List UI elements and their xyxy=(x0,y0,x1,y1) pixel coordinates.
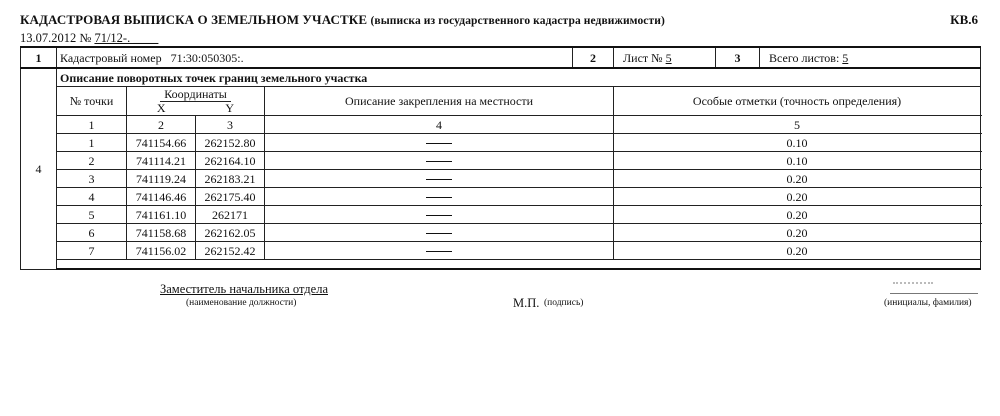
form-code: КВ.6 xyxy=(950,12,978,27)
document-title-text: КАДАСТРОВАЯ ВЫПИСКА О ЗЕМЕЛЬНОМ УЧАСТКЕ xyxy=(20,12,368,27)
sheet-number-cell xyxy=(614,47,716,68)
column-number: 4 xyxy=(265,116,614,134)
dash-mark xyxy=(426,215,452,216)
accuracy-value: 0.10 xyxy=(614,134,981,152)
y-value: 262171 xyxy=(196,206,265,224)
total-index: 3 xyxy=(716,47,760,68)
table-footer-row xyxy=(21,260,981,270)
document-title xyxy=(20,12,665,28)
name-caption: (инициалы, фамилия) xyxy=(884,298,972,308)
column-number: 5 xyxy=(614,116,981,134)
accuracy-value: 0.10 xyxy=(614,152,981,170)
number-label: № xyxy=(79,31,92,45)
x-value: 741156.02 xyxy=(127,242,196,260)
coordinates-header xyxy=(127,87,265,103)
sheet-index: 2 xyxy=(573,47,614,68)
dash-mark xyxy=(426,143,452,144)
x-value: 741119.24 xyxy=(127,170,196,188)
fixing-description xyxy=(265,224,614,242)
date-number-line xyxy=(20,31,158,46)
y-value: 262152.80 xyxy=(196,134,265,152)
table-row xyxy=(21,224,981,242)
x-value: 741114.21 xyxy=(127,152,196,170)
dash-mark xyxy=(426,251,452,252)
table-footer-spacer xyxy=(57,260,981,270)
point-number-header: № точки xyxy=(57,87,127,116)
accuracy-value: 0.20 xyxy=(614,242,981,260)
dash-mark xyxy=(426,179,452,180)
name-line xyxy=(890,293,978,294)
section-index: 4 xyxy=(21,68,57,269)
total-sheets-cell xyxy=(760,47,981,68)
cadastral-number: 71:30:050305:. xyxy=(170,50,244,65)
point-number: 1 xyxy=(57,134,127,152)
stamp-label: М.П. xyxy=(513,296,540,310)
point-number: 4 xyxy=(57,188,127,206)
point-number: 5 xyxy=(57,206,127,224)
total-label: Всего листов: xyxy=(769,50,840,65)
signer-position: Заместитель начальника отдела xyxy=(160,282,328,296)
accuracy-value: 0.20 xyxy=(614,170,981,188)
column-number-row xyxy=(21,116,981,134)
document-subtitle: (выписка из государственного кадастра недвижимости) xyxy=(370,15,665,27)
fixing-description xyxy=(265,134,614,152)
table-row xyxy=(21,188,981,206)
marks-header: Особые отметки (точность определения) xyxy=(614,87,981,116)
fixing-description xyxy=(265,206,614,224)
table-row xyxy=(21,134,981,152)
document-number: 71/12-. ____ xyxy=(94,31,159,45)
document-header xyxy=(20,12,980,30)
column-number: 1 xyxy=(57,116,127,134)
point-number: 6 xyxy=(57,224,127,242)
sheet-number: 5 xyxy=(665,50,672,65)
dash-mark xyxy=(426,233,452,234)
cadastral-label: Кадастровый номер xyxy=(60,50,162,65)
cadastral-number-cell xyxy=(57,47,573,68)
info-row xyxy=(21,47,981,68)
header-row xyxy=(21,87,981,103)
table-row xyxy=(21,170,981,188)
x-header: X xyxy=(127,102,196,116)
y-value: 262162.05 xyxy=(196,224,265,242)
dash-mark xyxy=(426,197,452,198)
x-value: 741154.66 xyxy=(127,134,196,152)
point-number: 7 xyxy=(57,242,127,260)
fixing-description xyxy=(265,152,614,170)
fixing-description xyxy=(265,188,614,206)
total-sheets: 5 xyxy=(842,50,849,65)
dash-mark xyxy=(426,161,452,162)
y-value: 262152.42 xyxy=(196,242,265,260)
coordinates-header-text: Координаты xyxy=(160,87,231,102)
accuracy-value: 0.20 xyxy=(614,188,981,206)
sign-caption: (подпись) xyxy=(544,298,584,308)
table-row xyxy=(21,152,981,170)
document-date: 13.07.2012 xyxy=(20,31,77,45)
x-value: 741158.68 xyxy=(127,224,196,242)
table-row xyxy=(21,242,981,260)
column-number: 2 xyxy=(127,116,196,134)
y-value: 262175.40 xyxy=(196,188,265,206)
fixing-description xyxy=(265,242,614,260)
table-row xyxy=(21,206,981,224)
fixing-header: Описание закрепления на местности xyxy=(265,87,614,116)
row-index: 1 xyxy=(21,47,57,68)
x-value: 741161.10 xyxy=(127,206,196,224)
accuracy-value: 0.20 xyxy=(614,206,981,224)
faint-handwriting xyxy=(893,282,933,287)
x-value: 741146.46 xyxy=(127,188,196,206)
point-number: 2 xyxy=(57,152,127,170)
position-caption: (наименование должности) xyxy=(186,298,297,308)
accuracy-value: 0.20 xyxy=(614,224,981,242)
y-value: 262164.10 xyxy=(196,152,265,170)
cadastral-table xyxy=(20,46,981,270)
fixing-description xyxy=(265,170,614,188)
y-header: Y xyxy=(196,102,265,116)
section-title-row xyxy=(21,68,981,87)
point-number: 3 xyxy=(57,170,127,188)
sheet-label: Лист № xyxy=(623,50,663,65)
column-number: 3 xyxy=(196,116,265,134)
y-value: 262183.21 xyxy=(196,170,265,188)
section-title: Описание поворотных точек границ земельного участка xyxy=(57,68,981,87)
